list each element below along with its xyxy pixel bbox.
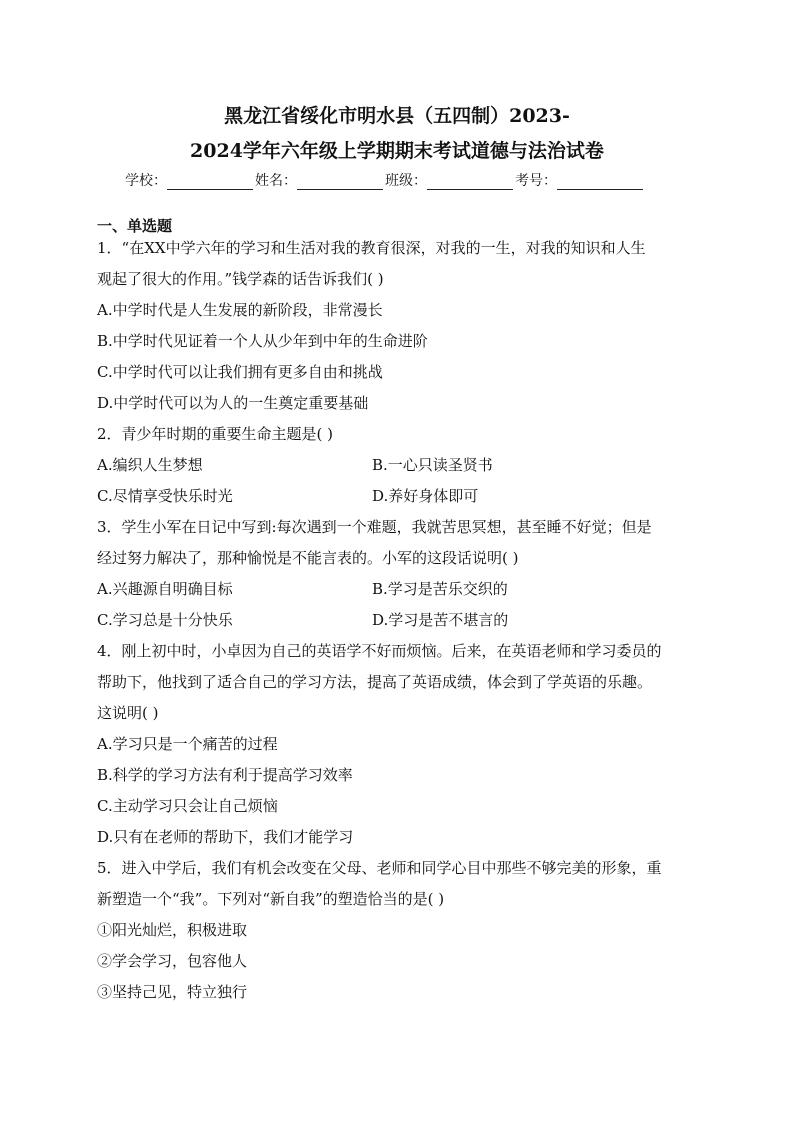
class-label: 班级： bbox=[385, 173, 427, 189]
question-1-stem-line-2: 观起了很大的作用。”钱学森的话告诉我们( ) bbox=[97, 270, 384, 288]
name-label: 姓名： bbox=[255, 173, 297, 189]
question-4-stem-line-2: 帮助下，他找到了适合自己的学习方法，提高了英语成绩，体会到了学英语的乐趣。 bbox=[97, 673, 653, 691]
question-2-option-c: C.尽情享受快乐时光 bbox=[97, 487, 233, 505]
question-5-stem-line-2: 新塑造一个“我”。下列对“新自我”的塑造恰当的是( ) bbox=[97, 890, 445, 908]
question-1-option-d: D.中学时代可以为人的一生奠定重要基础 bbox=[97, 394, 369, 412]
class-blank[interactable] bbox=[427, 173, 513, 190]
exam-title-line-1: 黑龙江省绥化市明水县（五四制）2023- bbox=[224, 105, 570, 127]
question-3-option-c: C.学习总是十分快乐 bbox=[97, 611, 233, 629]
question-2-stem-line-1: 2．青少年时期的重要生命主题是( ) bbox=[97, 425, 334, 443]
question-3-stem-line-1: 3．学生小军在日记中写到:每次遇到一个难题，我就苦思冥想，甚至睡不好觉；但是 bbox=[97, 518, 652, 536]
question-2-option-a: A.编织人生梦想 bbox=[97, 456, 203, 474]
exam-title-line-2: 2024学年六年级上学期期末考试道德与法治试卷 bbox=[190, 140, 604, 162]
class-field bbox=[385, 172, 515, 190]
question-5-item-2: ②学会学习，包容他人 bbox=[97, 952, 248, 970]
question-1-option-b: B.中学时代见证着一个人从少年到中年的生命进阶 bbox=[97, 332, 428, 350]
question-4-option-c: C.主动学习只会让自己烦恼 bbox=[97, 797, 278, 815]
question-4-option-b: B.科学的学习方法有利于提高学习效率 bbox=[97, 766, 353, 784]
question-1-option-a: A.中学时代是人生发展的新阶段，非常漫长 bbox=[97, 301, 383, 319]
name-field bbox=[255, 172, 385, 190]
question-4-option-a: A.学习只是一个痛苦的过程 bbox=[97, 735, 278, 753]
number-field bbox=[515, 172, 645, 190]
school-label: 学校： bbox=[125, 173, 167, 189]
number-label: 考号： bbox=[515, 173, 557, 189]
question-1-option-c: C.中学时代可以让我们拥有更多自由和挑战 bbox=[97, 363, 383, 381]
question-2-option-b: B.一心只读圣贤书 bbox=[372, 456, 493, 474]
school-blank[interactable] bbox=[167, 173, 253, 190]
number-blank[interactable] bbox=[557, 173, 643, 190]
question-1-stem-line-1: 1．“在XX中学六年的学习和生活对我的教育很深，对我的一生，对我的知识和人生 bbox=[97, 239, 646, 257]
question-3-option-b: B.学习是苦乐交织的 bbox=[372, 580, 508, 598]
question-4-stem-line-3: 这说明( ) bbox=[97, 704, 159, 722]
question-3-option-a: A.兴趣源自明确目标 bbox=[97, 580, 233, 598]
name-blank[interactable] bbox=[297, 173, 383, 190]
question-4-option-d: D.只有在老师的帮助下，我们才能学习 bbox=[97, 828, 354, 846]
school-field bbox=[125, 172, 255, 190]
question-3-stem-line-2: 经过努力解决了，那种愉悦是不能言表的。小军的这段话说明( ) bbox=[97, 549, 519, 567]
section-heading: 一、单选题 bbox=[97, 217, 173, 235]
question-5-stem-line-1: 5．进入中学后，我们有机会改变在父母、老师和同学心目中那些不够完美的形象，重 bbox=[97, 859, 662, 877]
question-4-stem-line-1: 4．刚上初中时，小卓因为自己的英语学不好而烦恼。后来，在英语老师和学习委员的 bbox=[97, 642, 662, 660]
question-5-item-1: ①阳光灿烂，积极进取 bbox=[97, 921, 248, 939]
question-2-option-d: D.养好身体即可 bbox=[372, 487, 479, 505]
question-3-option-d: D.学习是苦不堪言的 bbox=[372, 611, 509, 629]
question-5-item-3: ③坚持己见，特立独行 bbox=[97, 983, 248, 1001]
student-info-line bbox=[125, 172, 645, 190]
